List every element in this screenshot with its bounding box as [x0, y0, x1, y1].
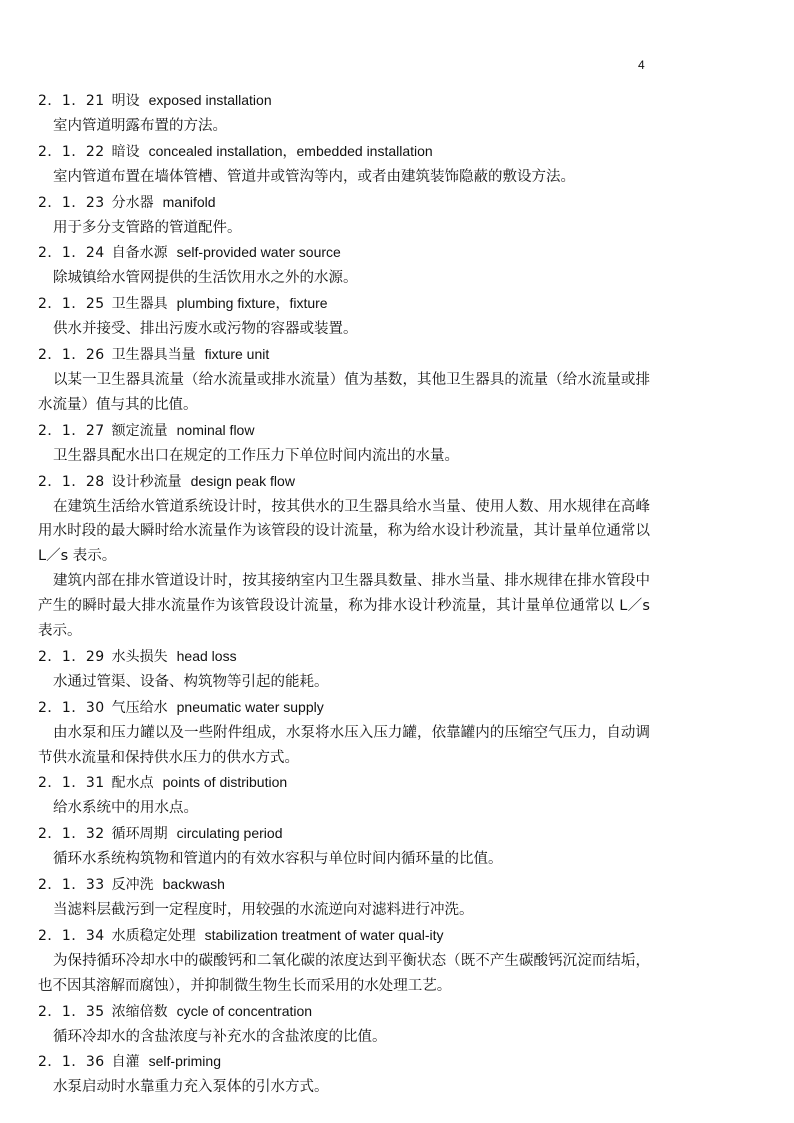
term-chinese: 配水点	[111, 775, 154, 792]
term-heading	[38, 1049, 650, 1075]
term-number: 2．1．28	[38, 473, 105, 490]
term-english: circulating period	[176, 825, 283, 842]
term-chinese: 明设	[111, 93, 140, 109]
term-definition: 以某一卫生器具流量（给水流量或排水流量）值为基数，其他卫生器具的流量（给水流量或排水流量）值与其的比值。	[38, 371, 650, 413]
term-english: stabilization treatment of water qual-ity	[204, 926, 444, 943]
term-english: concealed installation，embedded installation	[148, 142, 433, 159]
term-number: 2．1．31	[38, 775, 105, 792]
term-english: fixture unit	[204, 346, 270, 363]
term-definition: 由水泵和压力罐以及一些附件组成，水泵将水压入压力罐，依靠罐内的压缩空气压力，自动调节供水流量和保持供水压力的供水方式。	[38, 724, 650, 766]
page-number: 4	[638, 58, 645, 72]
term-heading	[38, 190, 650, 216]
term-chinese: 卫生器具当量	[111, 347, 196, 364]
term-number: 2．1．23	[38, 194, 105, 211]
term-definition: 在建筑生活给水管道系统设计时，按其供水的卫生器具给水当量、使用人数、用水规律在高峰用水时段的最大瞬时给水流量作为该管段的设计流量，称为给水设计秒流量，其计量单位通常以 L／s 表示。	[38, 498, 650, 565]
term-number: 2．1．35	[38, 1003, 105, 1020]
term-definition: 卫生器具配水出口在规定的工作压力下单位时间内流出的水量。	[53, 447, 459, 464]
term-definition: 水通过管渠、设备、构筑物等引起的能耗。	[53, 673, 329, 690]
term-chinese: 自灌	[111, 1054, 140, 1071]
term-english: exposed installation	[148, 92, 272, 108]
term-chinese: 浓缩倍数	[111, 1003, 168, 1020]
term-definition: 室内管道布置在墙体管槽、管道井或管沟等内，或者由建筑装饰隐蔽的敷设方法。	[53, 168, 575, 185]
term-number: 2．1．26	[38, 347, 105, 364]
term-definition: 当滤料层截污到一定程度时，用较强的水流逆向对滤料进行冲洗。	[53, 902, 474, 918]
term-number: 2．1．21	[38, 93, 105, 109]
term-number: 2．1．34	[38, 927, 105, 944]
term-chinese: 反冲洗	[111, 877, 154, 894]
term-heading	[38, 88, 650, 114]
term-heading	[38, 469, 650, 495]
term-english: points of distribution	[162, 774, 288, 791]
term-number: 2．1．25	[38, 296, 105, 313]
term-heading	[38, 291, 650, 317]
term-definition: 为保持循环冷却水中的碳酸钙和二氧化碳的浓度达到平衡状态（既不产生碳酸钙沉淀而结垢，也不因其溶解而腐蚀），并抑制微生物生长而采用的水处理工艺。	[38, 952, 650, 994]
term-english: nominal flow	[176, 421, 255, 438]
term-chinese: 水质稳定处理	[111, 927, 196, 944]
term-english: self-provided water source	[176, 244, 341, 261]
term-english: design peak flow	[190, 472, 295, 489]
term-definition: 循环水系统构筑物和管道内的有效水容积与单位时间内循环量的比值。	[53, 851, 503, 868]
term-heading	[38, 923, 650, 949]
term-heading	[38, 418, 650, 444]
term-chinese: 卫生器具	[111, 296, 168, 313]
term-heading	[38, 139, 650, 165]
term-number: 2．1．32	[38, 826, 105, 843]
term-english: backwash	[162, 876, 225, 893]
term-heading	[38, 240, 650, 266]
term-definition: 建筑内部在排水管道设计时，按其接纳室内卫生器具数量、排水当量、排水规律在排水管段中产生的瞬时最大排水流量作为该管段设计流量，称为排水设计秒流量，其计量单位通常以 L／s 表示。	[38, 573, 650, 640]
term-definition: 用于多分支管路的管道配件。	[53, 219, 242, 236]
term-number: 2．1．30	[38, 699, 105, 716]
term-heading	[38, 872, 650, 898]
term-heading	[38, 342, 650, 368]
term-number: 2．1．24	[38, 245, 105, 262]
term-number: 2．1．33	[38, 877, 105, 894]
term-heading	[38, 821, 650, 847]
glossary-list	[38, 88, 650, 1100]
term-chinese: 自备水源	[111, 245, 168, 262]
term-number: 2．1．36	[38, 1054, 105, 1071]
term-heading	[38, 695, 650, 721]
term-heading	[38, 999, 650, 1025]
term-definition: 室内管道明露布置的方法。	[53, 117, 227, 134]
term-definition: 供水并接受、排出污废水或污物的容器或装置。	[53, 321, 358, 338]
term-chinese: 气压给水	[111, 699, 168, 716]
term-english: self-priming	[148, 1053, 221, 1070]
term-number: 2．1．22	[38, 143, 105, 160]
term-chinese: 暗设	[111, 143, 140, 160]
term-english: head loss	[176, 647, 237, 664]
term-chinese: 水头损失	[111, 648, 168, 665]
term-english: manifold	[162, 193, 216, 210]
term-number: 2．1．29	[38, 648, 105, 665]
term-chinese: 分水器	[111, 194, 154, 211]
term-english: cycle of concentration	[176, 1002, 313, 1019]
term-heading	[38, 644, 650, 670]
term-english: pneumatic water supply	[176, 698, 324, 715]
term-definition: 水泵启动时水靠重力充入泵体的引水方式。	[53, 1079, 329, 1096]
term-chinese: 额定流量	[111, 422, 168, 439]
term-chinese: 设计秒流量	[111, 473, 182, 490]
term-chinese: 循环周期	[111, 826, 168, 843]
term-number: 2．1．27	[38, 422, 105, 439]
term-definition: 除城镇给水管网提供的生活饮用水之外的水源。	[53, 270, 358, 287]
term-definition: 循环冷却水的含盐浓度与补充水的含盐浓度的比值。	[53, 1028, 387, 1045]
term-english: plumbing fixture，fixture	[176, 295, 328, 312]
term-definition: 给水系统中的用水点。	[53, 800, 198, 817]
term-heading	[38, 770, 650, 796]
